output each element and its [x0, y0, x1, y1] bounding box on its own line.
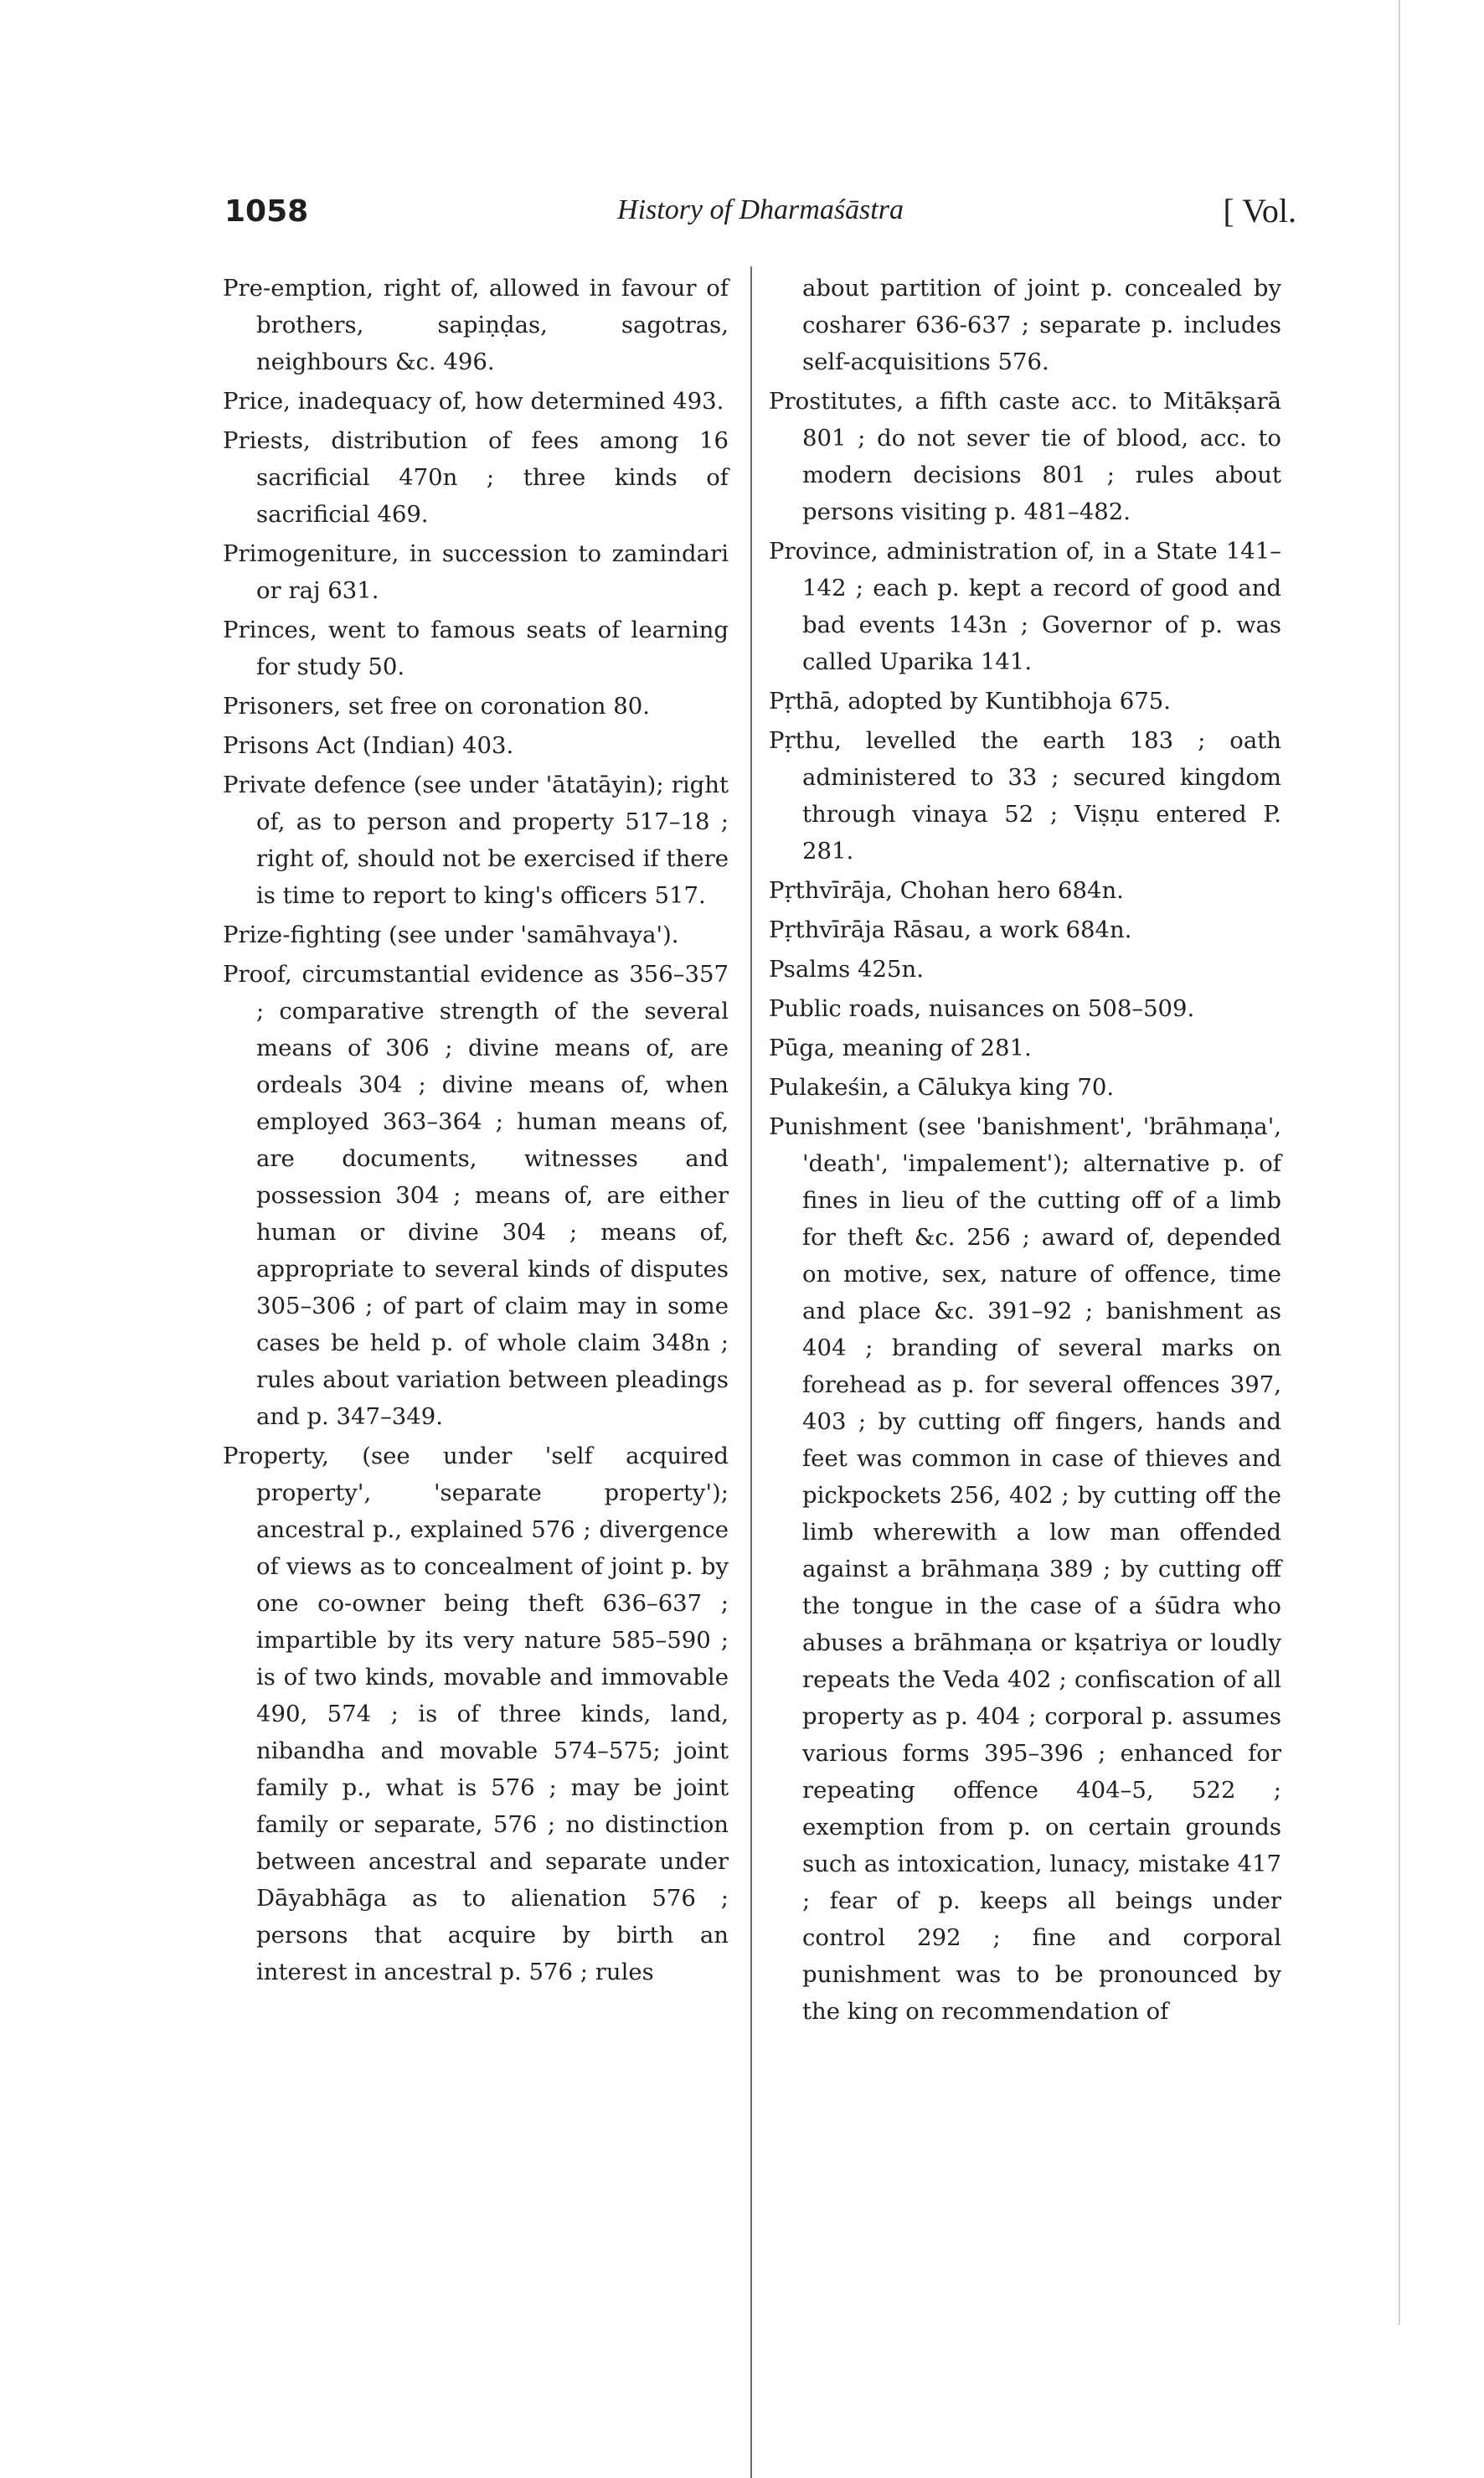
index-entry-price: Price, inadequacy of, how determined 493.: [223, 388, 724, 415]
running-title: History of Dharmaśāstra: [617, 194, 904, 225]
index-entry-proof: Proof, circumstantial evidence as 356–357 ; comparative strength of the several means of 306 ; divine means of, are ordeals 304 ; divine means of, when employed 363–364 ; human means of, are documents, witnesses and possession 304 ; means of, are either human or divine 304 ; means of, appropriate to several kinds of disputes 305–306 ; of part of claim may in some cases be held p. of whole claim 348n ; rules about variation between pleadings and p. 347–349.: [223, 961, 729, 1430]
index-entry-pritha: Pṛthā, adopted by Kuntibhoja 675.: [769, 688, 1171, 715]
index-entry-puga: Pūga, meaning of 281.: [769, 1035, 1032, 1061]
index-entry-prithviraja: Pṛthvīrāja, Chohan hero 684n.: [769, 877, 1124, 904]
index-entry-prostitutes: Prostitutes, a fifth caste acc. to Mitākṣarā 801 ; do not sever tie of blood, acc. to modern decisions 801 ; rules about persons visiting p. 481–482.: [769, 388, 1281, 525]
index-entry-pre-emption: Pre-emption, right of, allowed in favour of brothers, sapiṇḍas, sagotras, neighbours &c. 496.: [223, 275, 729, 375]
index-entry-prisons-act: Prisons Act (Indian) 403.: [223, 732, 514, 759]
page-edge-line: [1399, 0, 1400, 2325]
index-entry-punishment: Punishment (see 'banishment', 'brāhmaṇa', 'death', 'impalement'); alternative p. of fines in lieu of the cutting off of a limb for theft &c. 256 ; award of, depended on motive, sex, nature of offence, time and place &c. 391–92 ; banishment as 404 ; branding of several marks on forehead as p. for several offences 397, 403 ; by cutting off fingers, hands and feet was common in case of thieves and pickpockets 256, 402 ; by cutting off the limb wherewith a low man offended against a brāhmaṇa 389 ; by cutting off the tongue in the case of a śūdra who abuses a brāhmaṇa or kṣatriya or loudly repeats the Veda 402 ; confiscation of all property as p. 404 ; corporal p. assumes various forms 395–396 ; enhanced for repeating offence 404–5, 522 ; exemption from p. on certain grounds such as intoxication, lunacy, mistake 417 ; fear of p. keeps all beings under control 292 ; fine and corporal punishment was to be pronounced by the king on recommendation of: [769, 1113, 1281, 2025]
index-entry-property-continued: about partition of joint p. concealed by cosharer 636-637 ; separate p. includes self-acquisitions 576.: [802, 275, 1281, 375]
index-entry-primogeniture: Primogeniture, in succession to zamindari or raj 631.: [223, 540, 729, 604]
page-number: 1058: [224, 194, 309, 229]
index-entry-pulakesin: Pulakeśin, a Cālukya king 70.: [769, 1074, 1115, 1101]
index-entry-princes: Princes, went to famous seats of learning for study 50.: [223, 617, 729, 680]
index-column-right: [769, 270, 1281, 2032]
index-entry-private-defence: Private defence (see under 'ātatāyin); right of, as to person and property 517–18 ; right of, should not be exercised if there is time to report to king's officers 517.: [223, 772, 729, 909]
volume-marker: [ Vol.: [1223, 192, 1296, 230]
index-entry-psalms: Psalms 425n.: [769, 956, 924, 983]
index-entry-priests: Priests, distribution of fees among 16 sacrificial 470n ; three kinds of sacrificial 469.: [223, 427, 729, 528]
index-entry-public-roads: Public roads, nuisances on 508–509.: [769, 995, 1195, 1022]
page-header: [224, 194, 1296, 245]
index-entry-prithu: Pṛthu, levelled the earth 183 ; oath administered to 33 ; secured kingdom through vinaya 52 ; Viṣṇu entered P. 281.: [769, 727, 1281, 865]
index-entry-prize-fighting: Prize-fighting (see under 'samāhvaya').: [223, 922, 679, 948]
column-divider: [750, 266, 752, 2478]
index-entry-prithviraja-rasau: Pṛthvīrāja Rāsau, a work 684n.: [769, 916, 1132, 943]
index-column-left: [223, 270, 729, 1993]
index-entry-prisoners: Prisoners, set free on coronation 80.: [223, 693, 650, 720]
index-entry-province: Province, administration of, in a State 141–142 ; each p. kept a record of good and bad events 143n ; Governor of p. was called Uparika 141.: [769, 538, 1281, 675]
index-entry-property: Property, (see under 'self acquired property', 'separate property'); ancestral p., explained 576 ; divergence of views as to concealment of joint p. by one co-owner being theft 636–637 ; impartible by its very nature 585–590 ; is of two kinds, movable and immovable 490, 574 ; is of three kinds, land, nibandha and movable 574–575; joint family p., what is 576 ; may be joint family or separate, 576 ; no distinction between ancestral and separate under Dāyabhāga as to alienation 576 ; persons that acquire by birth an interest in ancestral p. 576 ; rules: [223, 1443, 729, 1985]
